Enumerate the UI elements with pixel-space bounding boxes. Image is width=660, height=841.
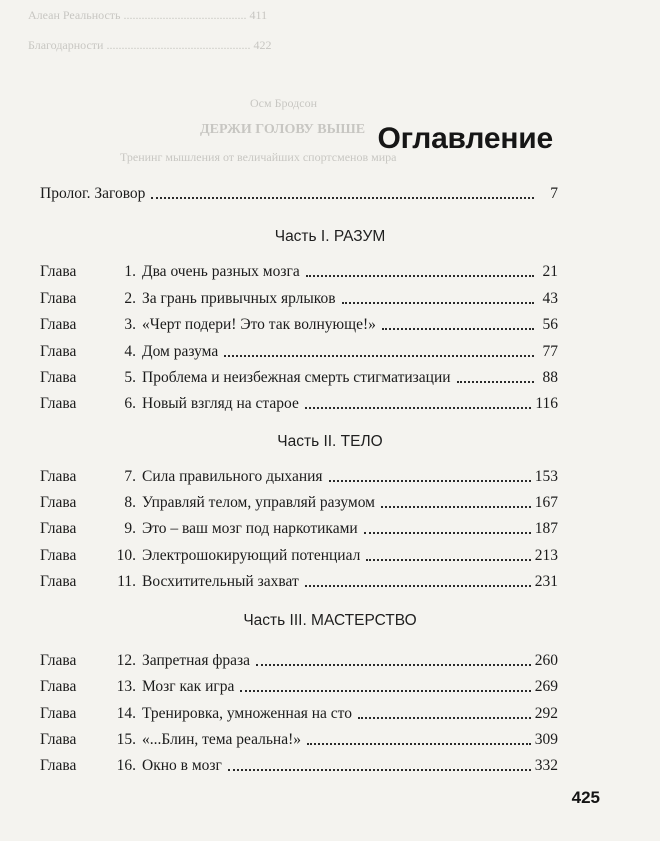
toc-entry[interactable] [40, 545, 558, 567]
toc-entry[interactable] [40, 703, 558, 725]
toc-entry[interactable] [40, 571, 558, 593]
toc-entry[interactable] [40, 367, 558, 389]
chapter-page: 153 [534, 468, 558, 485]
dot-leader [305, 407, 531, 409]
dot-leader [256, 664, 531, 666]
chapter-title: Электрошокирующий потенциал [142, 547, 361, 564]
chapter-number: 1. [124, 263, 136, 280]
dot-leader [240, 690, 530, 692]
chapter-page: 292 [534, 705, 558, 722]
chapter-title: Два очень разных мозга [142, 263, 300, 280]
toc-entry-prologue[interactable] [40, 183, 558, 205]
bleed-through-text: Осм Бродсон [250, 96, 317, 110]
dot-leader [224, 355, 534, 357]
chapter-label: Глава [40, 547, 77, 564]
chapter-number: 9. [124, 520, 136, 537]
chapter-page: 167 [534, 494, 558, 511]
bleed-through-text: Благодарности ................................................ 422 [28, 38, 272, 52]
chapter-label: Глава [40, 573, 77, 590]
dot-leader [358, 717, 531, 719]
chapter-label: Глава [40, 468, 77, 485]
chapter-label: Глава [40, 395, 77, 412]
chapter-title: Окно в мозг [142, 757, 222, 774]
chapter-title: Сила правильного дыхания [142, 468, 323, 485]
chapter-title: Это – ваш мозг под наркотиками [142, 520, 358, 537]
chapter-title: Управляй телом, управляй разумом [142, 494, 375, 511]
chapter-label: Глава [40, 705, 77, 722]
chapter-number: 3. [124, 316, 136, 333]
chapter-number: 2. [124, 290, 136, 307]
chapter-title: Восхитительный захват [142, 573, 299, 590]
chapter-label: Глава [40, 369, 77, 386]
page-number: 425 [571, 788, 600, 807]
toc-entry[interactable] [40, 261, 558, 283]
chapter-label: Глава [40, 678, 77, 695]
chapter-number: 10. [116, 547, 136, 564]
dot-leader [329, 480, 531, 482]
chapter-title: Тренировка, умноженная на сто [142, 705, 352, 722]
chapter-page: 332 [534, 757, 558, 774]
chapter-label: Глава [40, 263, 77, 280]
page-title: Оглавление [377, 122, 553, 155]
chapter-title: Дом разума [142, 343, 219, 360]
chapter-title: «...Блин, тема реальна!» [142, 731, 301, 748]
chapter-page: 116 [535, 395, 558, 412]
dot-leader [305, 585, 531, 587]
dot-leader [364, 532, 531, 534]
toc-entry[interactable] [40, 650, 558, 672]
toc-entry[interactable] [40, 288, 558, 310]
chapter-number: 7. [124, 468, 136, 485]
chapter-number: 6. [124, 395, 136, 412]
toc-entry[interactable] [40, 676, 558, 698]
toc-entry-page: 7 [550, 185, 558, 202]
chapter-number: 15. [116, 731, 136, 748]
toc-entry-title: Пролог. Заговор [40, 185, 146, 202]
chapter-page: 231 [534, 573, 558, 590]
chapter-page: 43 [542, 290, 558, 307]
toc-entry[interactable] [40, 341, 558, 363]
chapter-page: 269 [534, 678, 558, 695]
chapter-page: 77 [542, 343, 558, 360]
chapter-title: Запретная фраза [142, 652, 250, 669]
chapter-page: 213 [534, 547, 558, 564]
chapter-label: Глава [40, 757, 77, 774]
dot-leader [228, 769, 531, 771]
chapter-page: 260 [534, 652, 558, 669]
chapter-number: 14. [116, 705, 136, 722]
part-heading: Часть III. МАСТЕРСТВО [243, 612, 417, 629]
chapter-number: 13. [116, 678, 136, 695]
bleed-through-text: ДЕРЖИ ГОЛОВУ ВЫШЕ [200, 122, 366, 137]
chapter-label: Глава [40, 520, 77, 537]
chapter-label: Глава [40, 290, 77, 307]
chapter-label: Глава [40, 343, 77, 360]
chapter-label: Глава [40, 731, 77, 748]
toc-entry[interactable] [40, 729, 558, 751]
toc-entry[interactable] [40, 314, 558, 336]
chapter-page: 88 [542, 369, 558, 386]
toc-entry[interactable] [40, 755, 558, 777]
chapter-title: Мозг как игра [142, 678, 235, 695]
dot-leader [381, 506, 531, 508]
dot-leader [342, 302, 534, 304]
chapter-page: 21 [542, 263, 558, 280]
toc-entry[interactable] [40, 492, 558, 514]
chapter-title: Проблема и неизбежная смерть стигматизации [142, 369, 451, 386]
part-heading: Часть I. РАЗУМ [274, 228, 386, 245]
chapter-title: За грань привычных ярлыков [142, 290, 336, 307]
chapter-title: Новый взгляд на старое [142, 395, 299, 412]
toc-entry[interactable] [40, 466, 558, 488]
chapter-number: 16. [116, 757, 136, 774]
dot-leader [366, 559, 530, 561]
chapter-number: 11. [117, 573, 136, 590]
chapter-page: 56 [542, 316, 558, 333]
chapter-label: Глава [40, 494, 77, 511]
chapter-number: 4. [124, 343, 136, 360]
dot-leader [306, 275, 534, 277]
dot-leader [151, 197, 534, 199]
chapter-title: «Черт подери! Это так волнующе!» [142, 316, 376, 333]
part-heading: Часть II. ТЕЛО [277, 433, 383, 450]
chapter-number: 5. [124, 369, 136, 386]
chapter-page: 187 [534, 520, 558, 537]
chapter-number: 8. [124, 494, 136, 511]
toc-entry[interactable] [40, 393, 558, 415]
dot-leader [382, 328, 534, 330]
dot-leader [457, 381, 534, 383]
chapter-label: Глава [40, 652, 77, 669]
dot-leader [307, 743, 531, 745]
bleed-through-text: Тренинг мышления от величайших спортсменов мира [120, 150, 397, 164]
chapter-page: 309 [534, 731, 558, 748]
chapter-number: 12. [116, 652, 136, 669]
bleed-through-text: Алеан Реальность ......................................... 411 [28, 8, 268, 22]
chapter-label: Глава [40, 316, 77, 333]
toc-entry[interactable] [40, 518, 558, 540]
